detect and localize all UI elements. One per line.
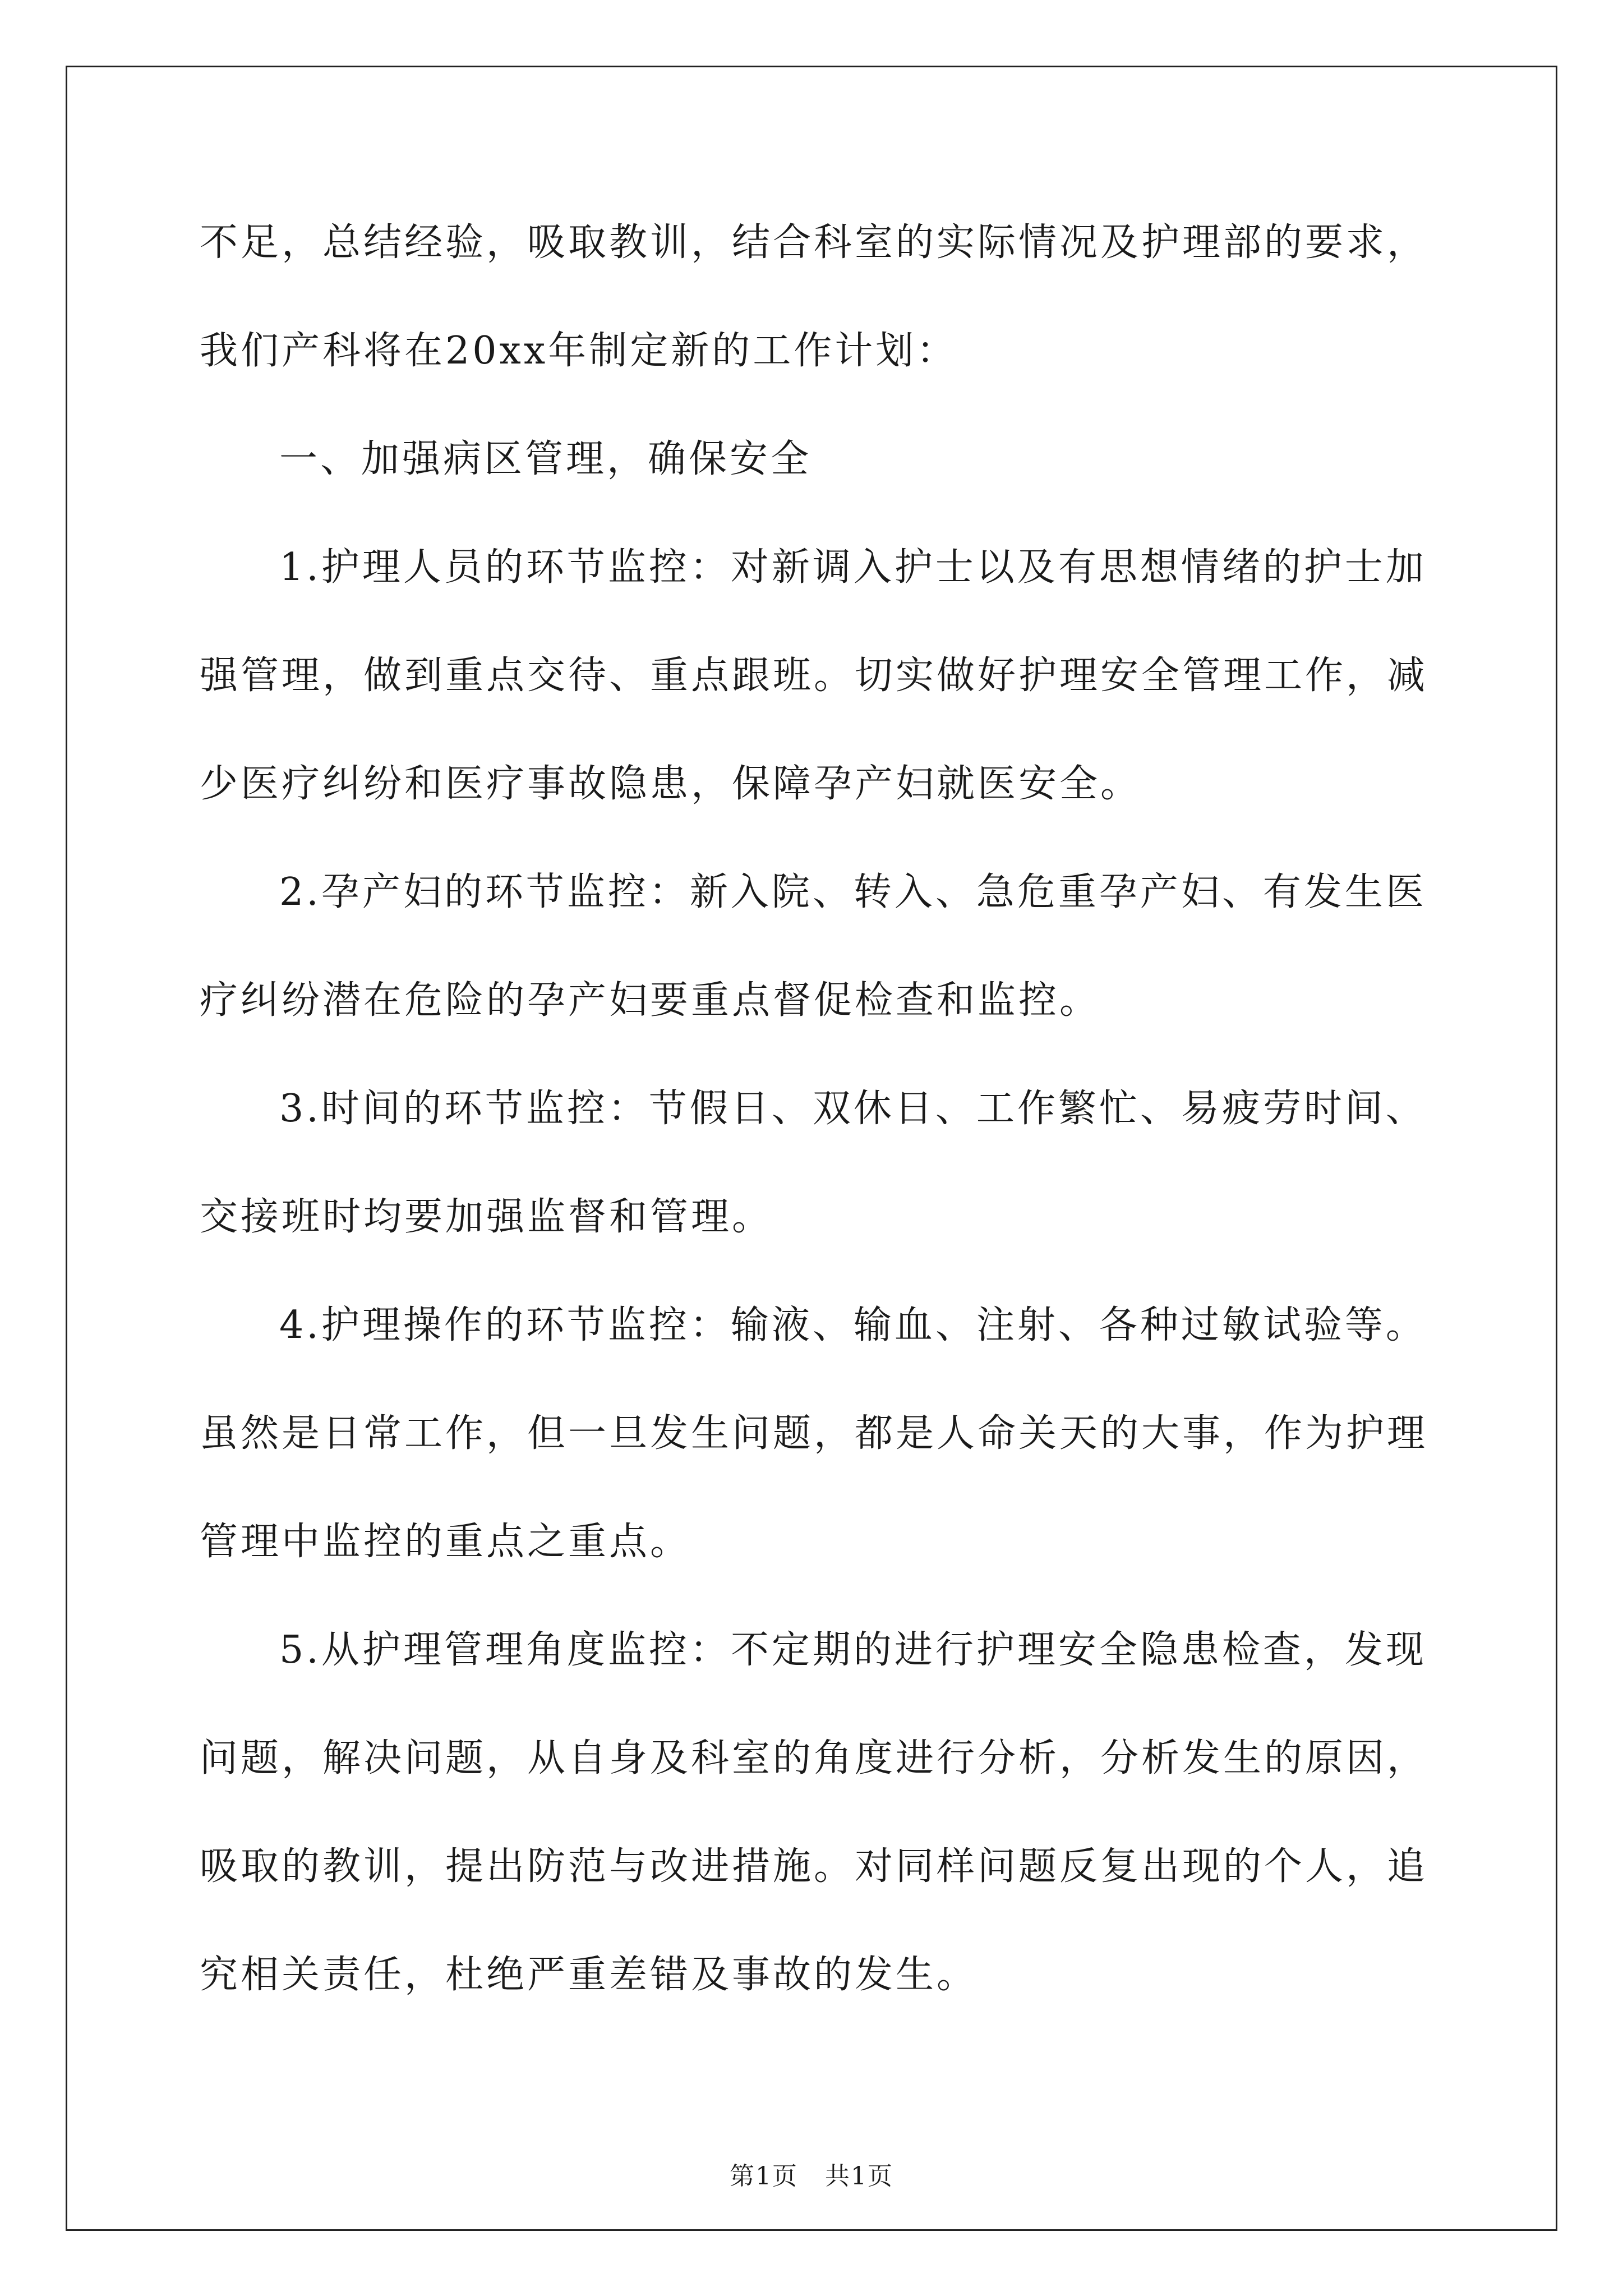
text-line: 5.从护理管理角度监控：不定期的进行护理安全隐患检查，发现 bbox=[279, 1628, 1427, 1672]
text-line: 虽然是日常工作，但一旦发生问题，都是人命关天的大事，作为护理 bbox=[200, 1411, 1428, 1456]
text-line: 强管理，做到重点交待、重点跟班。切实做好护理安全管理工作，减 bbox=[200, 654, 1428, 698]
text-line: 1.护理人员的环节监控：对新调入护士以及有思想情绪的护士加 bbox=[279, 545, 1427, 590]
page-total: 共1页 bbox=[825, 2162, 893, 2191]
text-line: 4.护理操作的环节监控：输液、输血、注射、各种过敏试验等。 bbox=[279, 1303, 1427, 1347]
text-line: 少医疗纠纷和医疗事故隐患，保障孕产妇就医安全。 bbox=[200, 762, 1142, 806]
text-line: 问题，解决问题，从自身及科室的角度进行分析，分析发生的原因， bbox=[200, 1736, 1428, 1780]
text-line: 交接班时均要加强监督和管理。 bbox=[200, 1195, 773, 1239]
text-line: 吸取的教训，提出防范与改进措施。对同样问题反复出现的个人，追 bbox=[200, 1844, 1428, 1889]
section-heading: 一、加强病区管理，确保安全 bbox=[279, 437, 812, 481]
page-number: 第1页 bbox=[730, 2162, 798, 2191]
text-line: 不足，总结经验，吸取教训，结合科室的实际情况及护理部的要求， bbox=[200, 220, 1428, 265]
document-body bbox=[200, 188, 1429, 2029]
text-line: 究相关责任，杜绝严重差错及事故的发生。 bbox=[200, 1953, 978, 1997]
text-line: 管理中监控的重点之重点。 bbox=[200, 1520, 691, 1564]
text-line: 我们产科将在20xx年制定新的工作计划： bbox=[200, 329, 958, 373]
page-footer bbox=[0, 2160, 1623, 2193]
text-line: 2.孕产妇的环节监控：新入院、转入、急危重孕产妇、有发生医 bbox=[279, 870, 1427, 914]
text-line: 疗纠纷潜在危险的孕产妇要重点督促检查和监控。 bbox=[200, 978, 1101, 1023]
text-line: 3.时间的环节监控：节假日、双休日、工作繁忙、易疲劳时间、 bbox=[279, 1087, 1427, 1131]
